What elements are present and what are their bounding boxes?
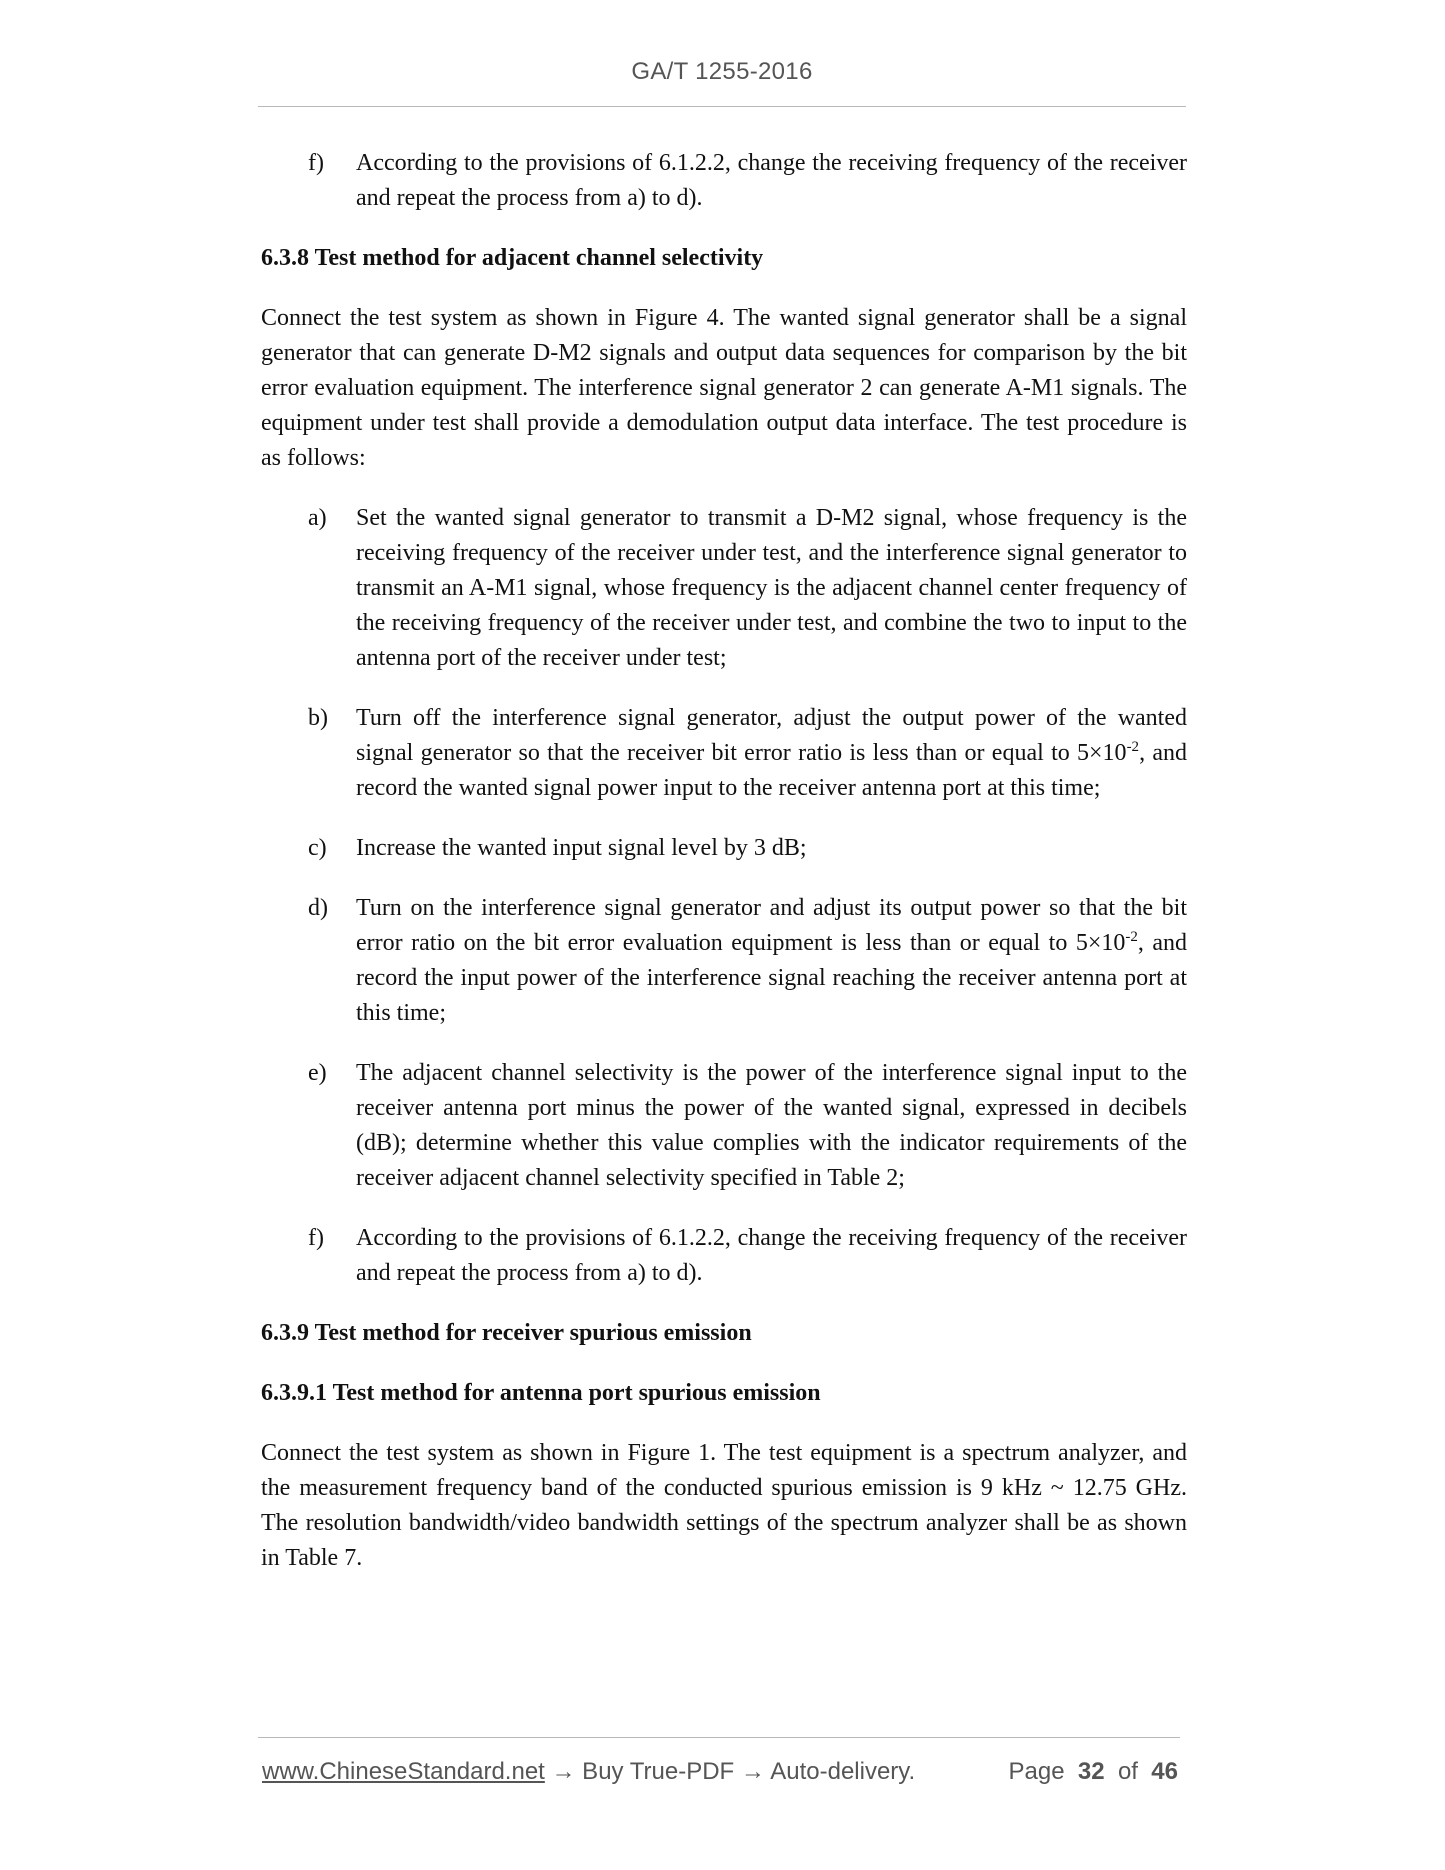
exponent-superscript: -2: [1126, 739, 1140, 755]
list-marker: f): [308, 150, 324, 176]
list-item-text: Increase the wanted input signal level by 3 dB;: [356, 835, 807, 861]
section-6-3-9-1-text: Connect the test system as shown in Figure 1. The test equipment is a spectrum analyzer, and the measurement frequency band of the conducted spurious emission is 9 kHz ~ 12.75 GHz. The resolution bandwidth/video bandwidth settings of the spectrum analyzer shall be as shown in Table 7.: [261, 1440, 1187, 1571]
list-item-text: According to the provisions of 6.1.2.2, change the receiving frequency of the receiver and repeat the process from a) to d).: [356, 150, 1187, 211]
site-link[interactable]: www.ChineseStandard.net: [262, 1758, 545, 1785]
header-divider: [258, 106, 1186, 107]
exponent-superscript: -2: [1125, 929, 1138, 945]
page-content: [261, 146, 1187, 1601]
list-item-f: [261, 1221, 1187, 1291]
page-total: 46: [1151, 1758, 1178, 1785]
list-marker: b): [308, 705, 328, 731]
list-item-b: [261, 701, 1187, 806]
footer-promo-text: → Buy True-PDF → Auto-delivery.: [544, 1758, 916, 1785]
list-item-text-after: , and record the wanted signal power input to the receiver antenna port at this time;: [356, 740, 1187, 801]
list-item-text: The adjacent channel selectivity is the power of the interference signal input to the receiver antenna port minus the power of the wanted signal, expressed in decibels (dB); determine whether this value complies with the indicator requirements of the receiver adjacent channel selectivity specified in Table 2;: [356, 1060, 1187, 1191]
footer-divider: [258, 1737, 1180, 1738]
section-6-3-8-intro: Connect the test system as shown in Figure 4. The wanted signal generator shall be a signal generator that can generate D-M2 signals and output data sequences for comparison by the bit error evaluation equipment. The interference signal generator 2 can generate A-M1 signals. The equipment under test shall provide a demodulation output data interface. The test procedure is as follows:: [261, 305, 1187, 471]
list-item-a: [261, 501, 1187, 676]
list-marker: d): [308, 895, 328, 921]
page-current: 32: [1077, 1758, 1105, 1785]
list-item-text: [356, 701, 1187, 806]
list-item-c: [261, 831, 1187, 866]
list-marker: e): [308, 1060, 327, 1086]
section-heading-6-3-8: 6.3.8 Test method for adjacent channel selectivity: [261, 245, 764, 271]
page-of-label: of: [1117, 1758, 1138, 1785]
page-label: Page: [1008, 1758, 1065, 1785]
list-marker: a): [308, 505, 327, 531]
section-heading-6-3-9: 6.3.9 Test method for receiver spurious emission: [261, 1320, 752, 1346]
list-item-e: [261, 1056, 1187, 1196]
page-header-standard-code: GA/T 1255-2016: [631, 58, 813, 85]
list-item-text-before: Turn off the interference signal generator, adjust the output power of the wanted signal generator so that the receiver bit error ratio is less than or equal to 5×10: [356, 705, 1187, 766]
list-item-f-top: [261, 146, 1187, 216]
list-item-text: According to the provisions of 6.1.2.2, change the receiving frequency of the receiver and repeat the process from a) to d).: [356, 1225, 1187, 1286]
list-item-d: [261, 891, 1187, 1031]
list-item-text: Set the wanted signal generator to transmit a D-M2 signal, whose frequency is the receiving frequency of the receiver under test, and the interference signal generator to transmit an A-M1 signal, whose frequency is the adjacent channel center frequency of the receiving frequency of the receiver under test, and combine the two to input to the antenna port of the receiver under test;: [356, 505, 1187, 671]
list-marker: f): [308, 1225, 324, 1251]
page-footer: [262, 1758, 1182, 1786]
list-marker: c): [308, 835, 327, 861]
section-heading-6-3-9-1: 6.3.9.1 Test method for antenna port spurious emission: [261, 1380, 821, 1406]
list-item-text-before: Turn on the interference signal generator and adjust its output power so that the bit error ratio on the bit error evaluation equipment is less than or equal to 5×10: [356, 895, 1187, 956]
list-item-text-after: , and record the input power of the interference signal reaching the receiver antenna port at this time;: [356, 930, 1187, 1026]
list-item-text: [356, 891, 1187, 1031]
page-number: [1008, 1758, 1178, 1786]
